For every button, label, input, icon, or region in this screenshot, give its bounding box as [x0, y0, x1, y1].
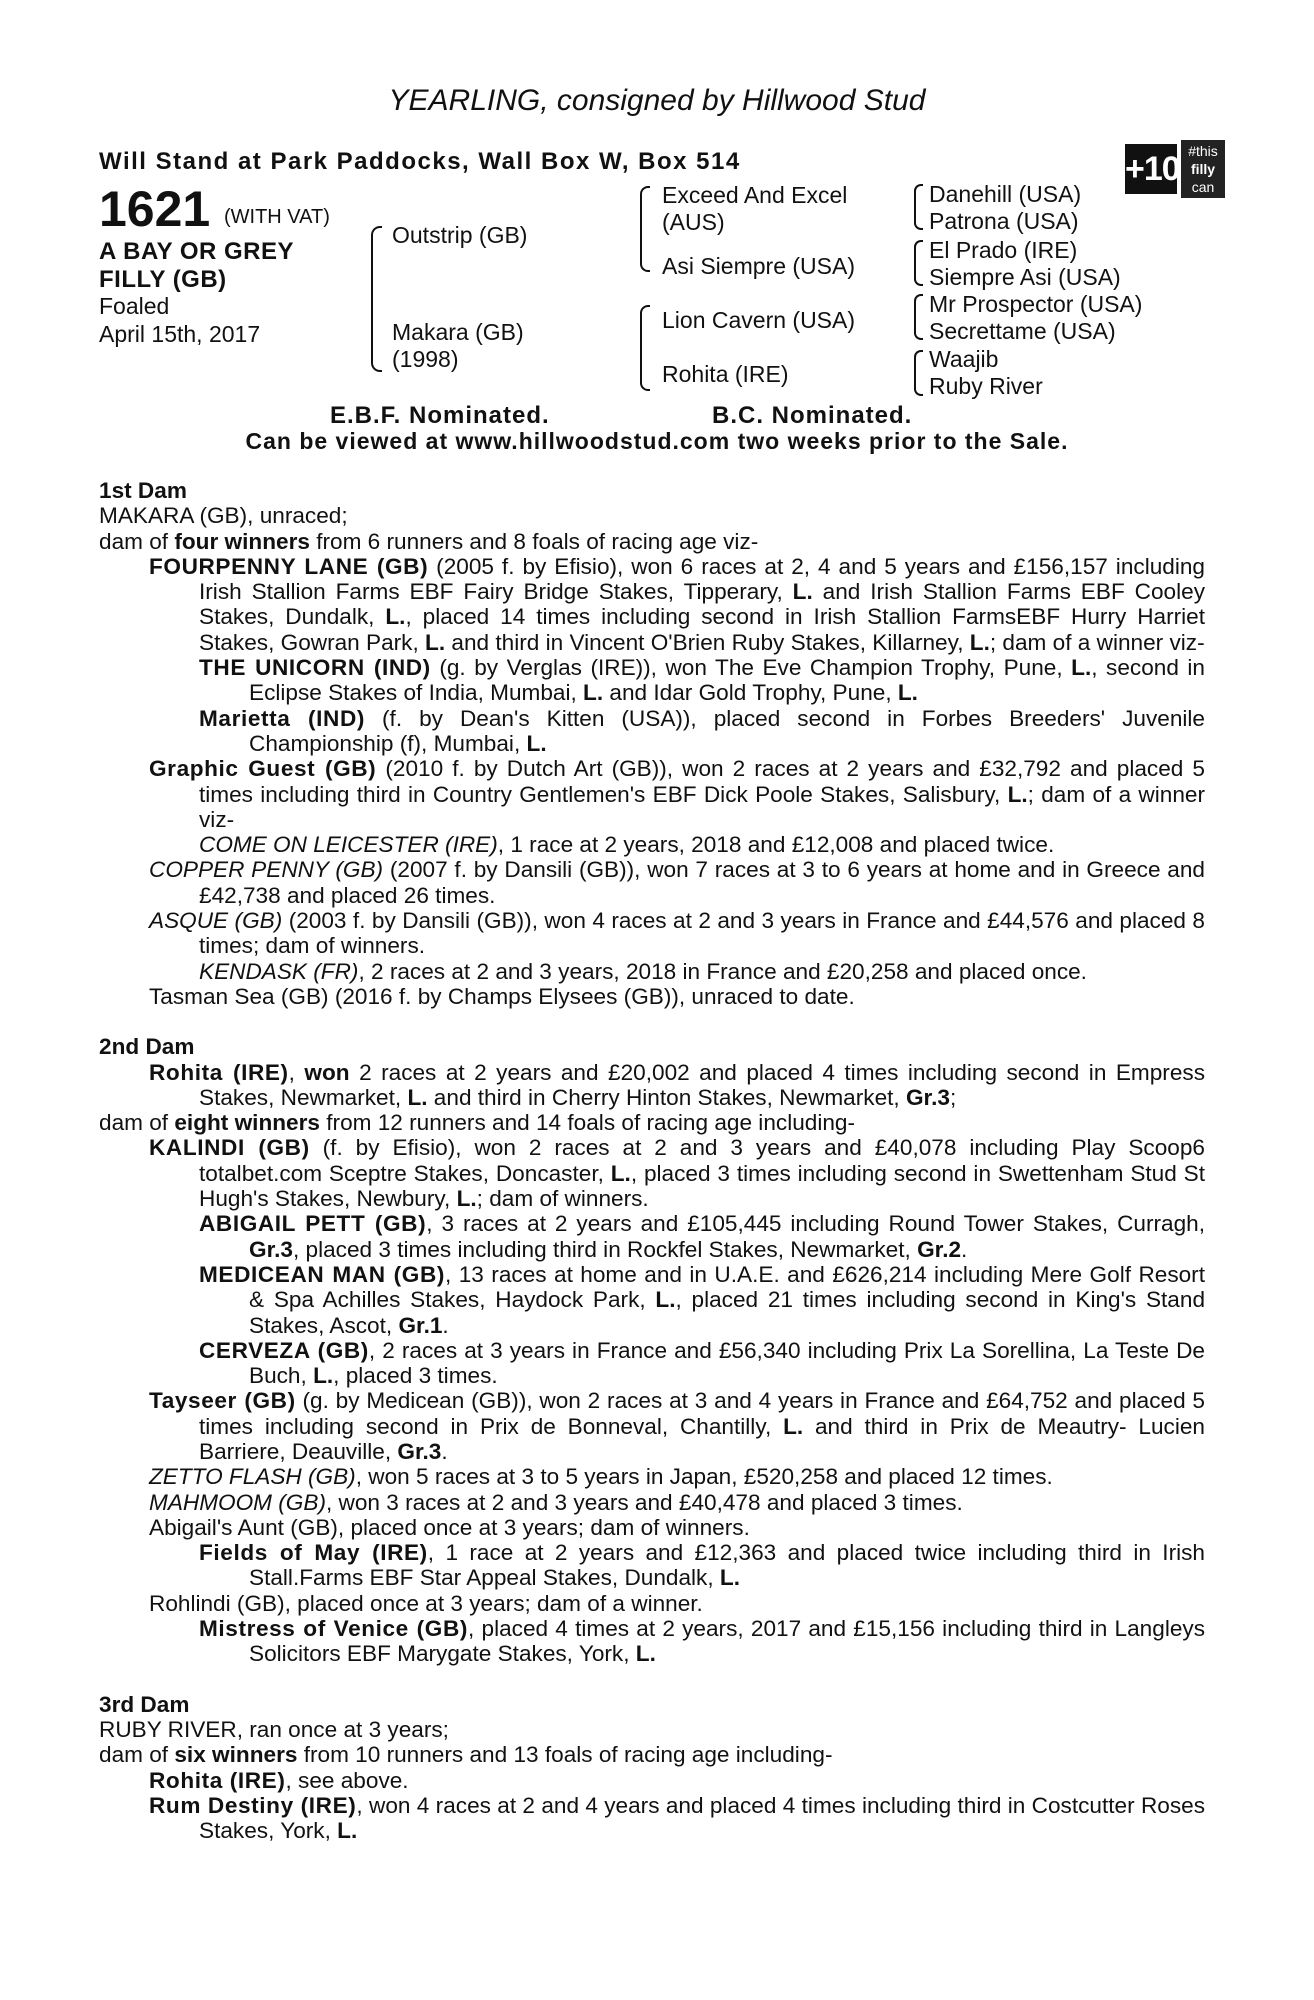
catalogue-paragraph [99, 706, 1205, 757]
text-run: , won 5 races at 3 to 5 years in Japan, £520,258 and placed 12 times. [355, 1464, 1053, 1490]
pedigree-brace-ss [914, 184, 923, 230]
catalogue-paragraph [99, 1464, 1205, 1489]
sex-description [99, 238, 294, 294]
text-run: , 3 races at 2 years and £105,445 including Round Tower Stakes, Curragh, [426, 1211, 1206, 1237]
text-run: L. [456, 1186, 477, 1212]
pedigree-sdd: Siempre Asi (USA) [929, 264, 1121, 290]
text-run: (2007 f. by Dansili (GB)), won 7 races at 3 to 6 years at home and in Greece and £42,738 and placed 26 times. [199, 857, 1205, 908]
text-run: Gr.3 [249, 1236, 293, 1262]
pedigree-sss: Danehill (USA) [929, 181, 1082, 207]
catalogue-paragraph [99, 908, 1205, 959]
horse-name-italic: COPPER PENNY (GB) [149, 857, 384, 883]
text-run: (2005 f. by Efisio), won 6 races at 2, 4 and 5 years and £156,157 including Irish Stallion Farms EBF Fairy Bridge Stakes, Tipperary, [199, 553, 1205, 605]
text-run: dam of [99, 1110, 175, 1136]
catalogue-paragraph [99, 1540, 1205, 1591]
text-run: L. [385, 604, 406, 630]
text-run: from 6 runners and 8 foals of racing age viz- [309, 528, 759, 554]
text-run: dam of [99, 528, 175, 554]
text-run: L. [610, 1160, 631, 1186]
catalogue-paragraph [99, 1515, 1205, 1540]
catalogue-paragraph [99, 1110, 1205, 1135]
catalogue-paragraph [99, 1338, 1205, 1389]
text-run: six winners [174, 1742, 298, 1768]
horse-name-italic: ZETTO FLASH (GB) [149, 1464, 356, 1490]
text-run: (g. by Verglas (IRE)), won The Eve Champion Trophy, Pune, [430, 655, 1072, 681]
catalogue-paragraph [99, 529, 1205, 554]
horse-name: Graphic Guest (GB) [149, 756, 377, 782]
pedigree-brace-main [371, 226, 382, 372]
text-run: . [441, 1438, 448, 1464]
section-gap [99, 1009, 1205, 1034]
horse-name: THE UNICORN (IND) [199, 655, 431, 681]
catalogue-paragraph [99, 857, 1205, 908]
ebf-nomination: E.B.F. Nominated. [330, 402, 550, 429]
text-run: won [304, 1059, 350, 1085]
vat-note: (WITH VAT) [224, 206, 330, 228]
text-run: L. [313, 1363, 334, 1389]
tag-line: can [1191, 179, 1215, 195]
text-run: MAKARA (GB), unraced; [99, 503, 348, 529]
viewing-note: Can be viewed at www.hillwoodstud.com two weeks prior to the Sale. [245, 428, 1069, 454]
text-run: , placed 3 times including third in Rockfel Stakes, Newmarket, [292, 1236, 918, 1262]
text-run: Tasman Sea (GB) (2016 f. by Champs Elysees (GB)), unraced to date. [149, 983, 855, 1009]
text-run: L. [583, 680, 604, 706]
pedigree-sire-sire [662, 182, 847, 236]
text-run: (2003 f. by Dansili (GB)), won 4 races at 2 and 3 years in France and £44,576 and placed 8 times; dam of winners. [199, 908, 1205, 959]
pedigree-dam [392, 319, 524, 373]
catalogue-paragraph [99, 1262, 1205, 1338]
section-gap [99, 1667, 1205, 1692]
text-run: , 2 races at 3 years in France and £56,340 including Prix La Sorellina, La Teste De Buch, [249, 1337, 1205, 1389]
pedigree-brace-ds [914, 294, 923, 340]
text-run: L. [719, 1565, 740, 1591]
text-run: Abigail's Aunt (GB), placed once at 3 years; dam of winners. [149, 1514, 750, 1540]
horse-name-italic: COME ON LEICESTER (IRE) [199, 832, 498, 858]
text-run: (f. by Efisio), won 2 races at 2 and 3 years and £40,078 including Play Scoop6 totalbet.com Sceptre Stakes, Doncaster, [199, 1135, 1205, 1186]
pedigree-brace-dd [914, 350, 923, 396]
horse-name-italic: KENDASK (FR) [199, 958, 359, 984]
pedigree-sire: Outstrip (GB) [392, 222, 528, 248]
pedigree-dam-year: (1998) [392, 346, 459, 372]
catalogue-paragraph [99, 832, 1205, 857]
text-run: , [288, 1059, 305, 1085]
tag-line: #this [1188, 143, 1218, 159]
plus10-mark: +10 [1125, 144, 1177, 194]
catalogue-paragraph [99, 1793, 1205, 1844]
text-run: ; [949, 1084, 957, 1110]
text-run: Gr.3 [397, 1438, 442, 1464]
catalogue-paragraph [99, 756, 1205, 832]
text-run: , 1 race at 2 years and £12,363 and placed twice including third in Irish Stall.Farms EBF Star Appeal Stakes, Dundalk, [249, 1540, 1205, 1591]
text-run: L. [635, 1641, 656, 1667]
foaled-info [99, 292, 260, 348]
horse-name: Fields of May (IRE) [199, 1540, 428, 1566]
horse-name: Rohita (IRE) [149, 1767, 286, 1793]
pedigree-brace-dam [640, 305, 650, 391]
text-run: and third in Vincent O'Brien Ruby Stakes, Killarney, [445, 629, 970, 655]
pedigree-ddd: Ruby River [929, 373, 1043, 399]
text-run: from 12 runners and 14 foals of racing age including- [319, 1110, 856, 1136]
pedigree-ssd: Patrona (USA) [929, 208, 1079, 234]
text-run: Rohlindi (GB), placed once at 3 years; dam of a winner. [149, 1590, 703, 1616]
text-run: (2010 f. by Dutch Art (GB)), won 2 races at 2 years and £32,792 and placed 5 times including third in Country Gentlemen's EBF Dick Poole Stakes, Salisbury, [199, 756, 1205, 807]
horse-name: MEDICEAN MAN (GB) [199, 1261, 445, 1287]
catalogue-paragraph [99, 1490, 1205, 1515]
catalogue-paragraph [99, 959, 1205, 984]
text-run: L. [337, 1818, 358, 1844]
catalogue-paragraph [99, 1616, 1205, 1667]
catalogue-paragraph [99, 1717, 1205, 1742]
horse-name: CERVEZA (GB) [199, 1337, 369, 1363]
pedigree-sire-sire-country: (AUS) [662, 209, 725, 235]
text-run: L. [969, 629, 990, 655]
text-run: L. [1007, 781, 1028, 807]
text-run: , 13 races at home and in U.A.E. and £626,214 including Mere Golf Resort & Spa Achilles Stakes, Haydock Park, [249, 1261, 1205, 1313]
horse-name: Marietta (IND) [199, 705, 366, 731]
foaled-label: Foaled [99, 293, 170, 319]
text-run: ; dam of a winner viz- [199, 781, 1205, 832]
this-filly-can-tag [1181, 140, 1225, 198]
catalogue-paragraph [99, 655, 1205, 706]
text-run: . [442, 1312, 449, 1338]
text-run: Gr.1 [398, 1312, 443, 1338]
pedigree-dds: Waajib [929, 346, 999, 372]
pedigree-dam-dam: Rohita (IRE) [662, 361, 789, 387]
section-heading [99, 478, 1205, 503]
pedigree-dsd: Secrettame (USA) [929, 318, 1116, 344]
catalogue-paragraph [99, 984, 1205, 1009]
pedigree-sire-sire-name: Exceed And Excel [662, 182, 848, 208]
horse-name: KALINDI (GB) [149, 1135, 310, 1161]
catalogue-paragraph [99, 1060, 1205, 1111]
horse-name: ABIGAIL PETT (GB) [199, 1211, 427, 1237]
horse-name: Mistress of Venice (GB) [199, 1616, 468, 1642]
text-run: 2 races at 2 years and £20,002 and placed 4 times including second in Empress Stakes, Newmarket, [199, 1059, 1205, 1110]
text-run: (f. by Dean's Kitten (USA)), placed second in Forbes Breeders' Juvenile Championship (f), Mumbai, [249, 705, 1205, 756]
pedigree-brace-sd [914, 240, 923, 286]
text-run: four winners [174, 528, 310, 554]
text-run: L. [1071, 655, 1092, 681]
text-run: and third in Cherry Hinton Stakes, Newmarket, [427, 1084, 906, 1110]
sex-line: FILLY (GB) [99, 266, 227, 293]
foaled-date: April 15th, 2017 [99, 321, 261, 347]
text-run: and Irish Stallion Farms EBF Cooley Stakes, Dundalk, [199, 579, 1205, 630]
horse-name: Rohita (IRE) [149, 1059, 289, 1085]
text-run: , placed 4 times at 2 years, 2017 and £15,156 including third in Langleys Solicitors EBF Marygate Stakes, York, [249, 1616, 1205, 1667]
catalogue-paragraph [99, 554, 1205, 655]
text-run: 1st Dam [99, 478, 187, 503]
plus10-badge [1125, 140, 1225, 198]
text-run: L. [425, 629, 446, 655]
sex-line: A BAY OR GREY [99, 238, 294, 265]
horse-name-italic: ASQUE (GB) [149, 908, 283, 934]
text-run: , won 4 races at 2 and 4 years and placed 4 times including third in Costcutter Roses Stakes, York, [199, 1792, 1206, 1844]
text-run: , placed 3 times. [333, 1363, 498, 1389]
text-run: , won 3 races at 2 and 3 years and £40,478 and placed 3 times. [325, 1489, 963, 1515]
catalogue-paragraph [99, 503, 1205, 528]
pedigree-dam-name: Makara (GB) [392, 319, 524, 345]
pedigree-sire-dam: Asi Siempre (USA) [662, 253, 855, 279]
text-run: , placed 14 times including second in Irish Stallion FarmsEBF Hurry Harriet Stakes, Gowran Park, [199, 604, 1205, 655]
horse-name-italic: MAHMOOM (GB) [149, 1489, 326, 1515]
text-run: ; dam of a winner viz- [989, 629, 1205, 655]
catalogue-paragraph [99, 1388, 1205, 1464]
text-run: L. [792, 579, 813, 605]
text-run: eight winners [174, 1110, 320, 1136]
text-run: from 10 runners and 13 foals of racing age including- [297, 1742, 833, 1768]
text-run: (g. by Medicean (GB)), won 2 races at 3 and 4 years in France and £64,752 and placed 5 times including second in Prix de Bonneval, Chantilly, [199, 1388, 1206, 1439]
text-run: L. [526, 730, 547, 756]
catalogue-paragraph [99, 1135, 1205, 1211]
stand-location: Will Stand at Park Paddocks, Wall Box W, Box 514 [99, 148, 741, 175]
text-run: L. [897, 680, 918, 706]
text-run: . [961, 1236, 968, 1262]
text-run: L. [407, 1084, 428, 1110]
text-run: and Idar Gold Trophy, Pune, [603, 680, 898, 706]
text-run: and third in Prix de Meautry- Lucien Barriere, Deauville, [199, 1413, 1205, 1464]
text-run: 3rd Dam [99, 1691, 190, 1717]
horse-name: Rum Destiny (IRE) [149, 1792, 357, 1818]
pedigree-brace-sire [640, 186, 650, 272]
catalogue-paragraph [99, 1742, 1205, 1767]
page-header: YEARLING, consigned by Hillwood Stud [388, 84, 926, 117]
section-heading [99, 1692, 1205, 1717]
text-run: RUBY RIVER, ran once at 3 years; [99, 1716, 449, 1742]
text-run: 2nd Dam [99, 1034, 195, 1060]
catalogue-paragraph [99, 1768, 1205, 1793]
text-run: L. [655, 1287, 676, 1313]
pedigree-sds: El Prado (IRE) [929, 237, 1078, 263]
text-run: dam of [99, 1742, 175, 1768]
bc-nomination: B.C. Nominated. [712, 402, 913, 429]
text-run: , placed 3 times including second in Swettenham Stud St Hugh's Stakes, Newbury, [199, 1160, 1206, 1212]
section-heading [99, 1034, 1205, 1059]
catalogue-paragraph [99, 1211, 1205, 1262]
pedigree-dss: Mr Prospector (USA) [929, 291, 1143, 317]
text-run: , second in Eclipse Stakes of India, Mumbai, [249, 655, 1205, 706]
tag-line: filly [1190, 161, 1216, 177]
text-run: ; dam of winners. [476, 1186, 649, 1212]
text-run: L. [783, 1413, 804, 1439]
text-run: , see above. [285, 1767, 409, 1793]
catalogue-body [99, 478, 1205, 1843]
horse-name: Tayseer (GB) [149, 1388, 296, 1414]
text-run: , 1 race at 2 years, 2018 and £12,008 and placed twice. [497, 832, 1055, 858]
catalogue-paragraph [99, 1591, 1205, 1616]
text-run: Gr.3 [905, 1084, 950, 1110]
lot-number: 1621 [99, 181, 211, 237]
text-run: , 2 races at 2 and 3 years, 2018 in France and £20,258 and placed once. [358, 958, 1087, 984]
text-run: Gr.2 [917, 1236, 962, 1262]
text-run: , placed 21 times including second in King's Stand Stakes, Ascot, [249, 1287, 1206, 1338]
horse-name: FOURPENNY LANE (GB) [149, 553, 429, 579]
pedigree-dam-sire: Lion Cavern (USA) [662, 307, 856, 333]
